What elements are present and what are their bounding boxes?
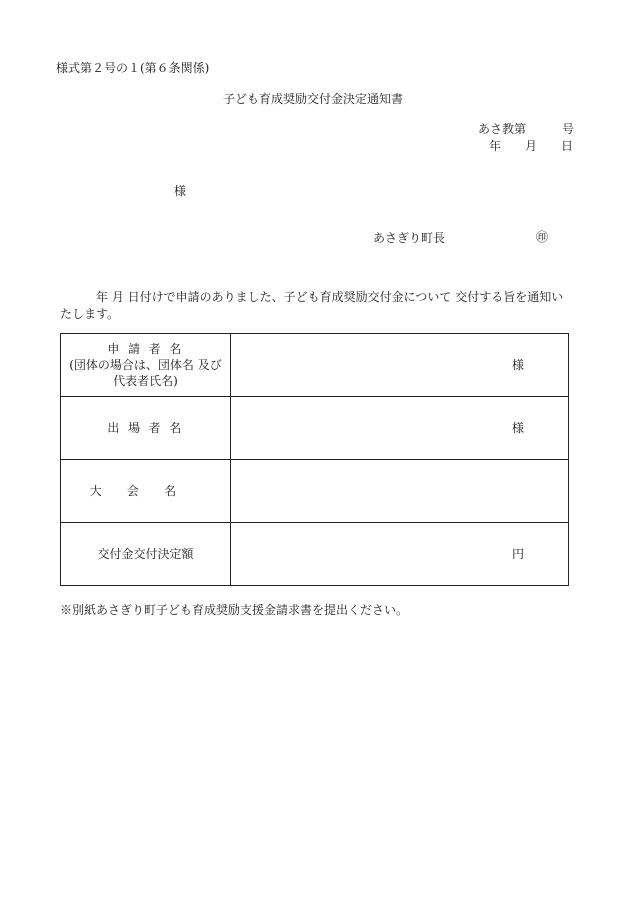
table-row-amount	[61, 523, 569, 586]
applicant-label-line-3: 代表者氏名)	[113, 374, 178, 388]
form-number: 様式第２号の１(第６条関係)	[56, 61, 210, 75]
amount-unit: 円	[512, 547, 525, 561]
document-title: 子ども育成奨励交付金決定通知書	[223, 92, 404, 106]
addressee-honorific: 様	[174, 184, 187, 198]
table-row-participant	[61, 397, 569, 460]
table-row-applicant	[61, 334, 569, 397]
issue-date: 年 月 日	[489, 139, 574, 153]
participant-label	[61, 397, 231, 460]
applicant-label	[61, 334, 231, 397]
table-row-tournament	[61, 460, 569, 523]
sender-name: あさぎり町長	[373, 231, 446, 245]
participant-value	[231, 397, 569, 460]
applicant-label-line-2: (団体の場合は、団体名 及び	[69, 358, 222, 372]
reference-number: あさ教第 号	[478, 122, 575, 136]
amount-label	[61, 523, 231, 586]
tournament-label-text: 大会名	[89, 484, 202, 498]
notice-body: 年 月 日付けで申請のありました、子ども育成奨励交付金について 交付する旨を通知いたします。	[60, 290, 564, 321]
footnote: ※別紙あさぎり町子ども育成奨励支援金請求書を提出ください。	[60, 603, 409, 617]
participant-label-text: 出 場 者 名	[107, 421, 184, 435]
tournament-label	[61, 460, 231, 523]
applicant-value	[231, 334, 569, 397]
amount-label-text: 交付金交付決定額	[97, 547, 194, 561]
amount-value	[231, 523, 569, 586]
applicant-honorific: 様	[512, 358, 525, 372]
participant-honorific: 様	[512, 421, 525, 435]
applicant-label-line-1: 申 請 者 名	[107, 342, 184, 356]
tournament-value	[231, 460, 569, 523]
grant-info-table	[60, 333, 569, 586]
seal-mark: ㊞	[536, 230, 549, 244]
